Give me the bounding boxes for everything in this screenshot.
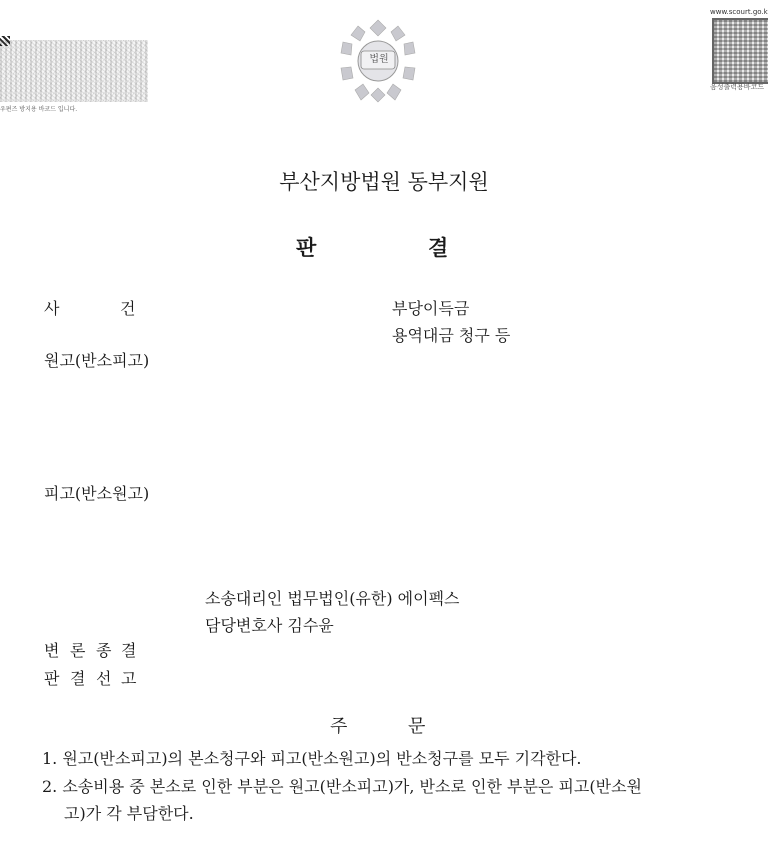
hearing-close-char: 론 — [70, 641, 86, 660]
seal-label: 법원 — [369, 54, 389, 65]
judgment-date-char: 결 — [70, 669, 86, 688]
counsel-firm: 소송대리인 법무법인(유한) 에이펙스 — [205, 589, 460, 608]
order-item-2-line-1: 2. 소송비용 중 본소로 인한 부분은 원고(반소피고)가, 반소로 인한 부분은 피고(반소원 — [42, 777, 642, 796]
orders-title-char-2: 문 — [408, 716, 426, 737]
counsel-attorney: 담당변호사 김수윤 — [205, 616, 334, 635]
title-char-1: 판 — [296, 235, 317, 260]
orders-title-char-1: 주 — [330, 716, 348, 737]
judgment-date-char: 고 — [121, 669, 137, 688]
barcode-caption: 우편즈 방지용 바코드 입니다. — [0, 106, 78, 113]
anti-forgery-barcode — [0, 40, 148, 102]
judgment-date-char: 판 — [44, 669, 60, 688]
title-char-2: 결 — [428, 235, 449, 260]
voice-output-qr-code — [712, 18, 768, 84]
hearing-close-char: 결 — [121, 641, 137, 660]
judgment-date-char: 선 — [96, 669, 112, 688]
defendant-label: 피고(반소원고) — [44, 484, 150, 503]
order-item-2-line-2: 고)가 각 부담한다. — [64, 804, 194, 823]
court-name: 부산지방법원 동부지원 — [279, 170, 489, 194]
case-label-char-2: 건 — [120, 299, 136, 318]
court-url: www.scourt.go.k — [710, 8, 768, 16]
hearing-close-char: 변 — [44, 641, 60, 660]
hearing-close-char: 종 — [96, 641, 112, 660]
case-label-char-1: 사 — [44, 299, 60, 318]
qr-caption: 음성출력용바코드 — [710, 83, 765, 91]
order-item-1: 1. 원고(반소피고)의 본소청구와 피고(반소원고)의 반소청구를 모두 기각한다. — [42, 749, 582, 768]
plaintiff-label: 원고(반소피고) — [44, 351, 150, 370]
case-value-line-2: 용역대금 청구 등 — [392, 326, 511, 345]
case-value-line-1: 부당이득금 — [392, 299, 470, 318]
